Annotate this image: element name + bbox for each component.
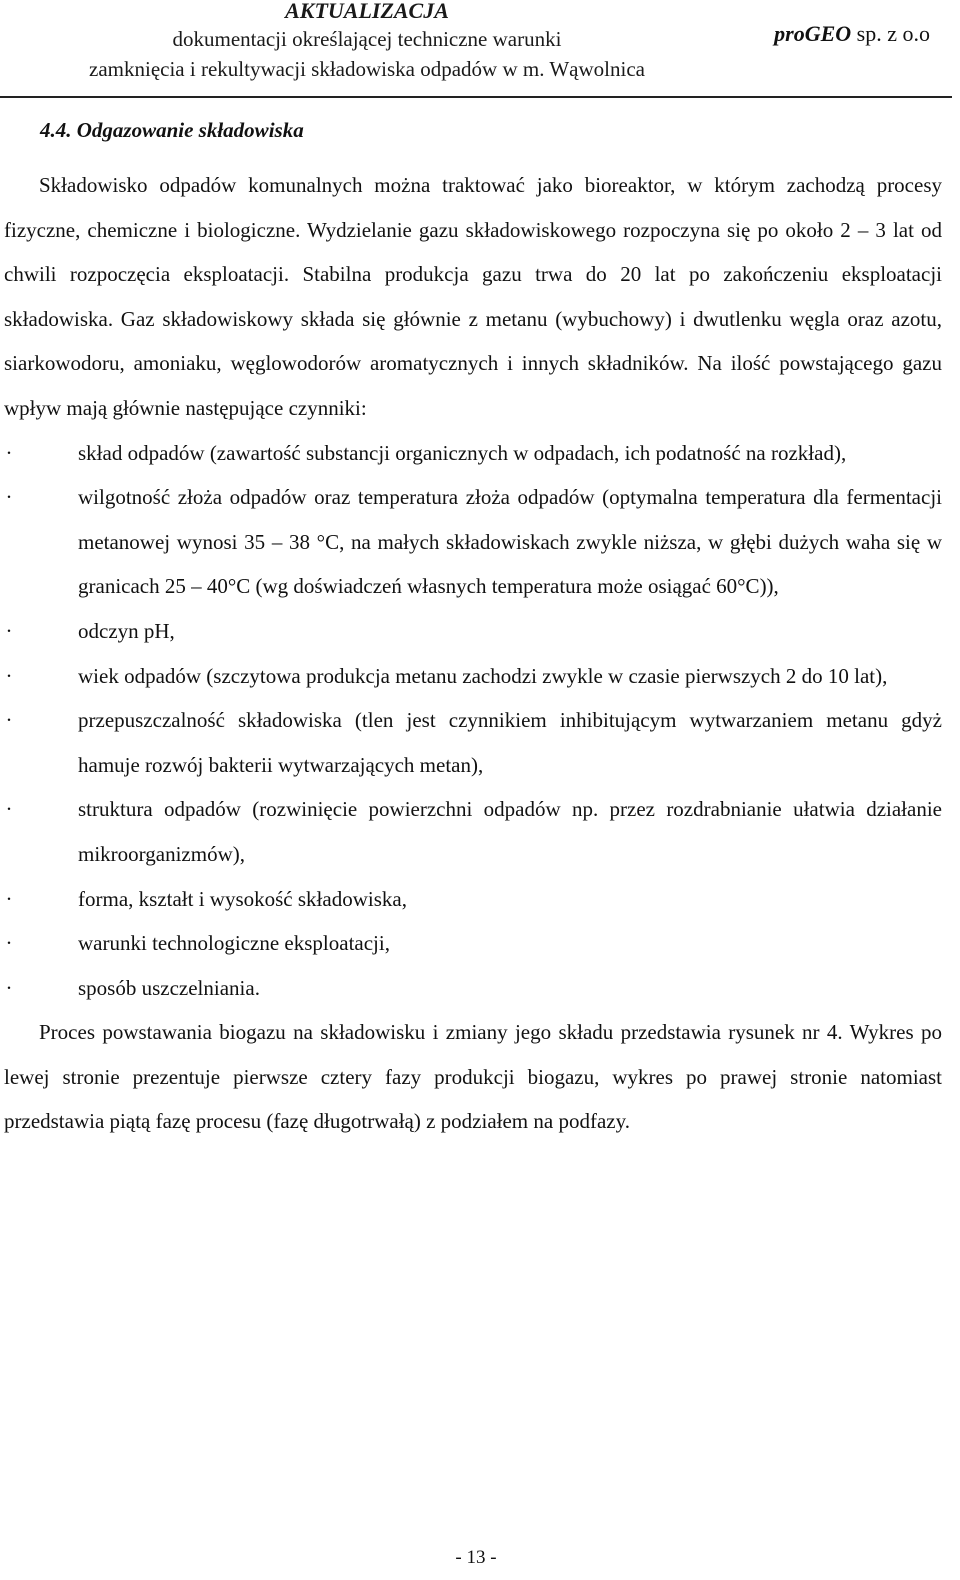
list-item-text: warunki technologiczne eksploatacji, [78, 931, 390, 956]
list-item [4, 921, 942, 966]
list-item-text: odczyn pH, [78, 618, 175, 643]
intro-paragraph: Składowisko odpadów komunalnych można traktować jako bioreaktor, w którym zachodzą procesy fizyczne, chemiczne i biologiczne. Wydzielanie gazu składowiskowego rozpoczyna się po około 2 – 3 lat od chwili rozpoczęcia eksploatacji. Stabilna produkcja gazu trwa do 20 lat po zakończeniu eksploatacji składowiska. Gaz składowiskowy składa się głównie z metanu (wybuchowy) i dwutlenku węgla oraz azotu, siarkowodoru, amoniaku, węglowodorów aromatycznych i innych składników. Na ilość powstającego gazu wpływ mają głównie następujące czynniki: [4, 173, 942, 420]
header-title: AKTUALIZACJA [285, 0, 449, 23]
list-item [4, 787, 942, 876]
list-item [4, 475, 942, 609]
bullet-icon: · [5, 931, 13, 956]
factor-list [4, 431, 942, 1011]
list-item [4, 609, 942, 654]
bullet-icon: · [5, 797, 13, 822]
closing-paragraph: Proces powstawania biogazu na składowisku i zmiany jego składu przedstawia rysunek nr 4. Wykres po lewej stronie prezentuje pierwsze cztery fazy produkcji biogazu, wykres po prawej stronie natomiast przedstawia piątą fazę procesu (fazę długotrwałą) z podziałem na podfazy. [4, 1020, 942, 1134]
bullet-icon: · [5, 886, 13, 911]
list-item [4, 431, 942, 476]
list-item [4, 698, 942, 787]
list-item-text: sposób uszczelniania. [78, 975, 260, 1000]
section-body [4, 163, 942, 1144]
list-item [4, 877, 942, 922]
header-divider [0, 96, 952, 98]
bullet-icon: · [5, 663, 13, 688]
section-title: 4.4. Odgazowanie składowiska [40, 118, 304, 142]
header-subtitle-line-1: dokumentacji określającej techniczne warunki [172, 27, 562, 51]
list-item-text: wilgotność złoża odpadów oraz temperatura złoża odpadów (optymalna temperatura dla fermentacji metanowej wynosi 35 – 38 °C, na małych składowiskach zwykle niższa, w głębi dużych waha się w granicach 25 – 40°C (wg doświadczeń własnych temperatura może osiągać 60°C)), [78, 485, 942, 599]
list-item [4, 654, 942, 699]
list-item-text: forma, kształt i wysokość składowiska, [78, 886, 407, 911]
list-item [4, 966, 942, 1011]
list-item-text: przepuszczalność składowiska (tlen jest czynnikiem inhibitującym wytwarzaniem metanu gdyż hamuje rozwój bakterii wytwarzających metan), [78, 708, 942, 777]
bullet-icon: · [5, 975, 13, 1000]
bullet-icon: · [5, 485, 13, 510]
bullet-icon: · [5, 708, 13, 733]
company-name [774, 21, 930, 47]
header-subtitle-line-2: zamknięcia i rekultywacji składowiska odpadów w m. Wąwolnica [89, 57, 645, 81]
page-number: - 13 - [455, 1547, 497, 1568]
list-item-text: struktura odpadów (rozwinięcie powierzchni odpadów np. przez rozdrabnianie ułatwia działanie mikroorganizmów), [78, 797, 942, 866]
bullet-icon: · [5, 618, 13, 643]
company-brand: proGEO [774, 21, 852, 46]
bullet-icon: · [5, 440, 13, 465]
list-item-text: skład odpadów (zawartość substancji organicznych w odpadach, ich podatność na rozkład), [78, 440, 847, 465]
list-item-text: wiek odpadów (szczytowa produkcja metanu zachodzi zwykle w czasie pierwszych 2 do 10 lat), [78, 663, 888, 688]
company-suffix: sp. z o.o [851, 21, 930, 46]
